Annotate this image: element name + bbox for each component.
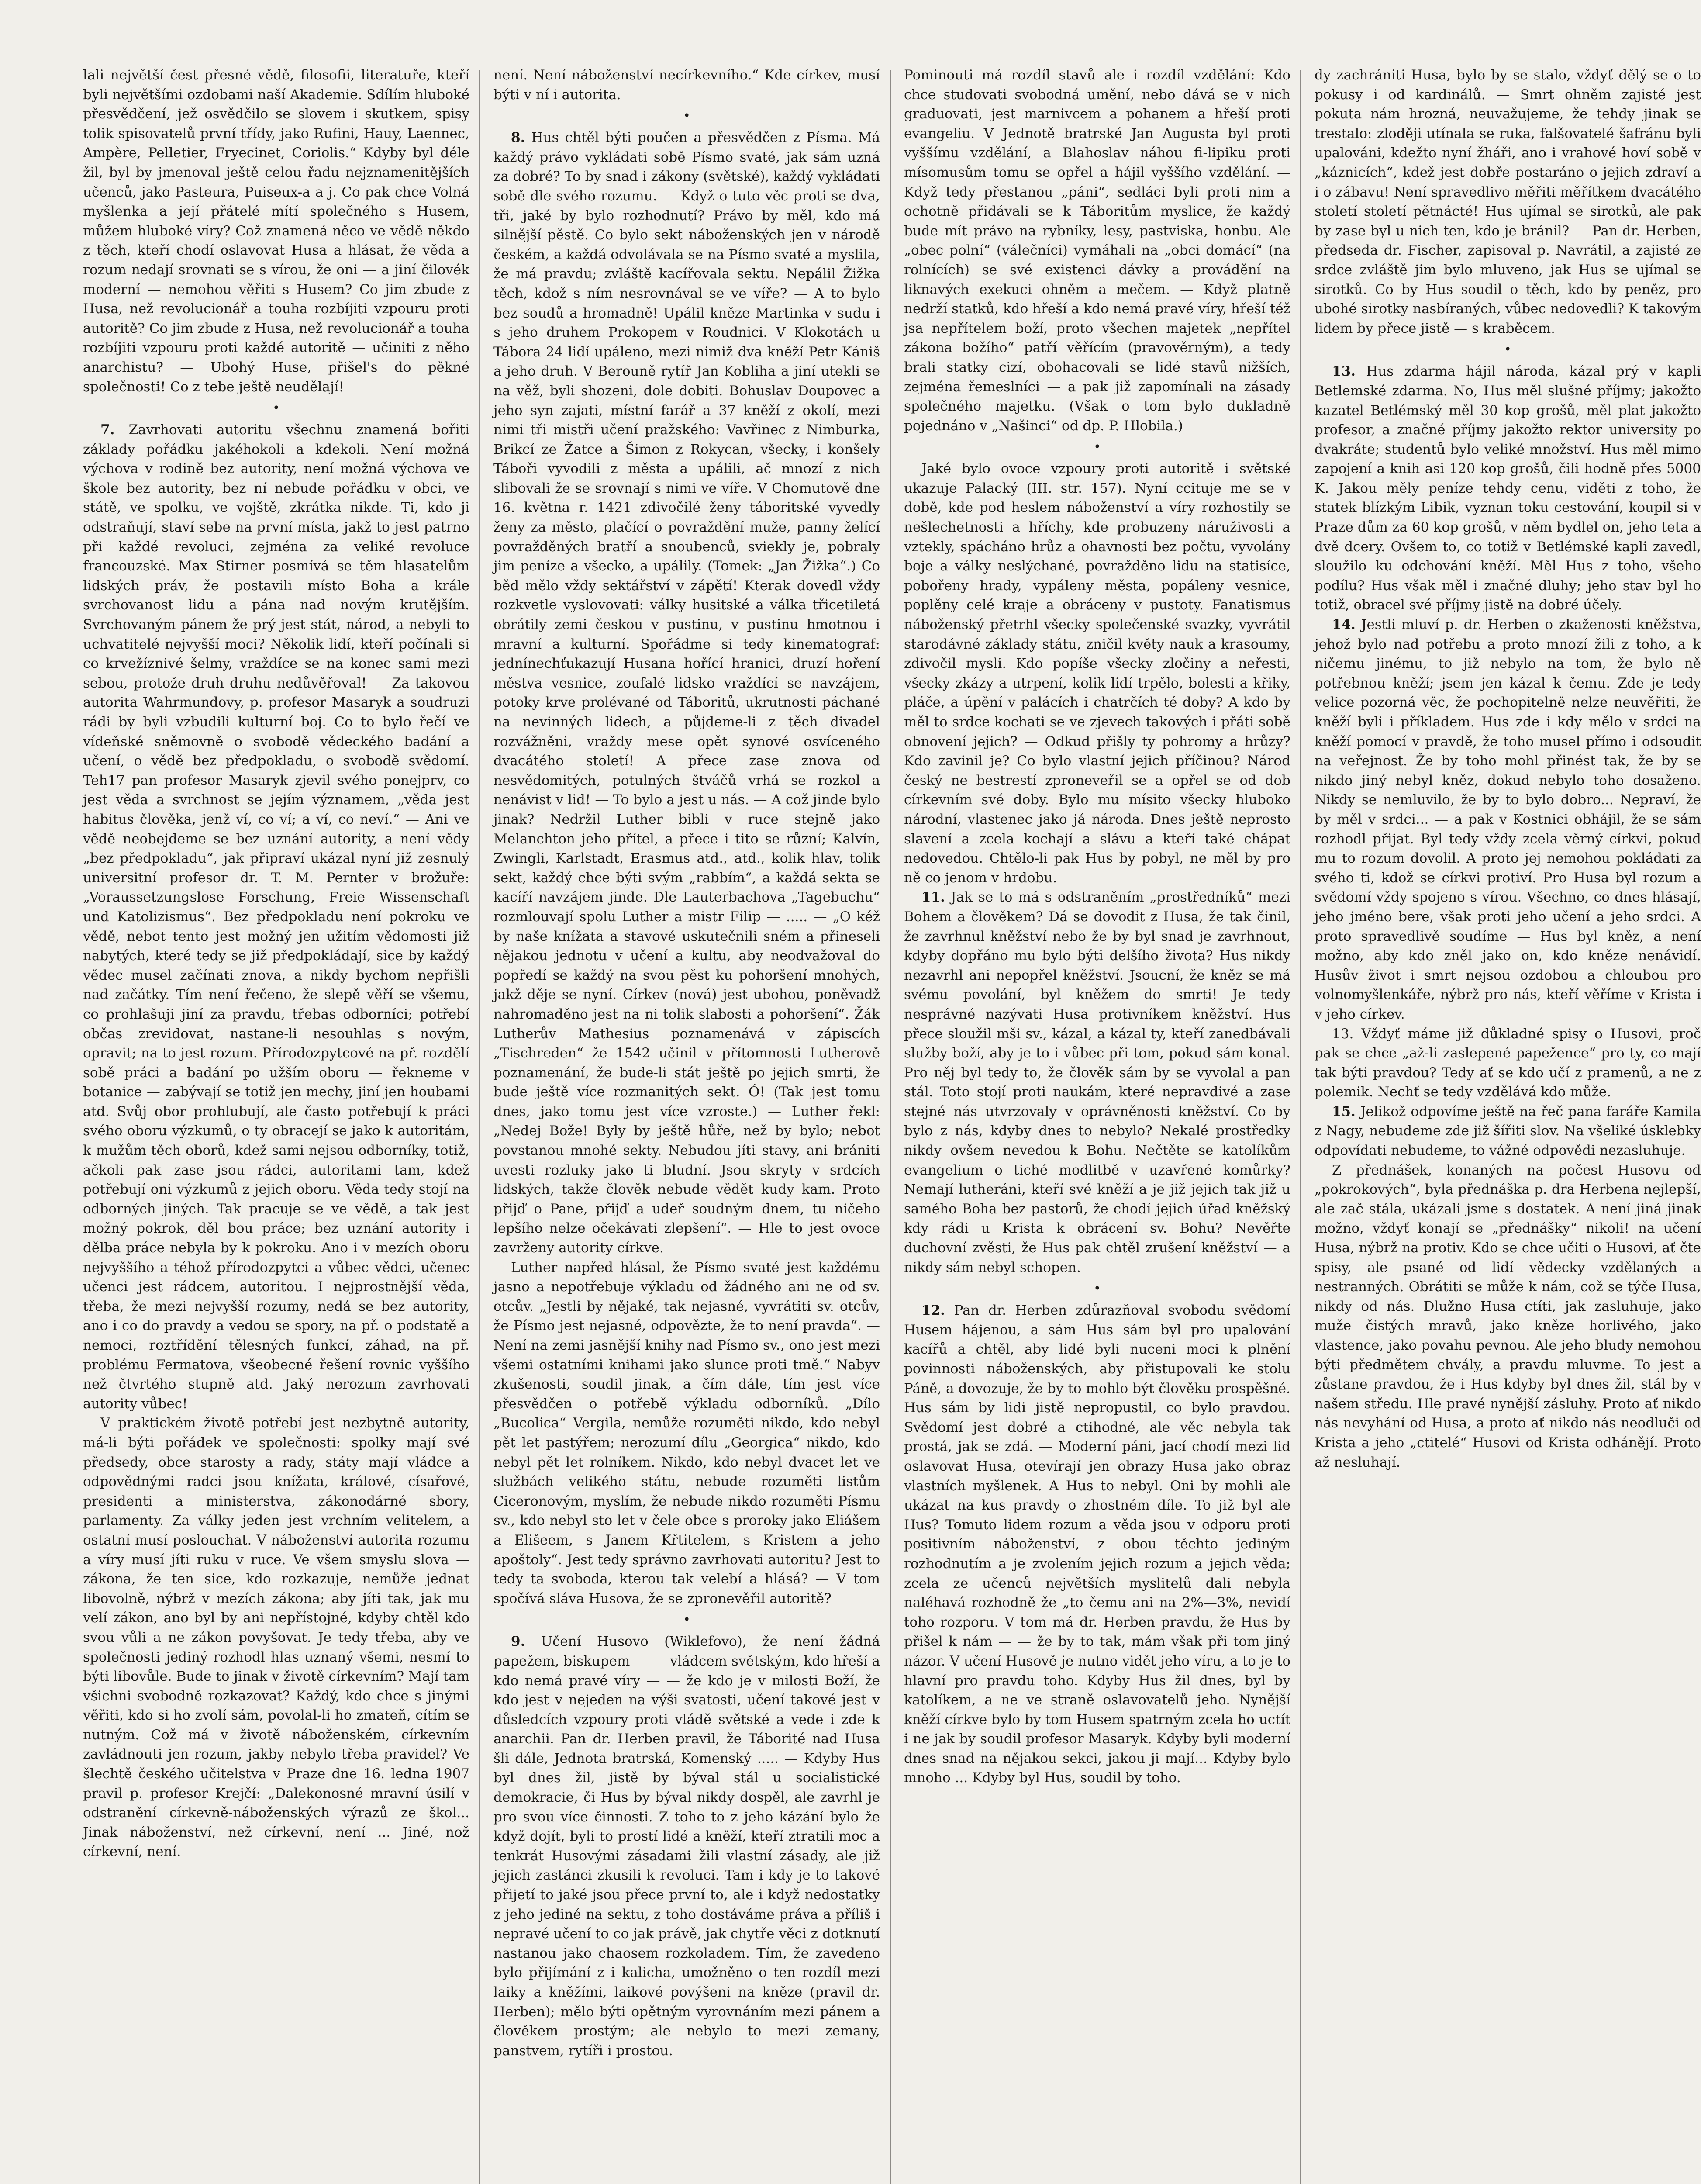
paragraph-text: Jelikož odpovíme ještě na řeč pana faráře Kamila z Nagy, nebudeme zde již šířiti slov. Na všeliké úsklebky odpovídati nebudeme, to vážné odpovědi nezasluhuje.	[1315, 1103, 1701, 1159]
paragraph: V praktickém životě potřebí jest nezbytně autority, má-li býti pořádek ve společnosti: spolky mají své předsedy, obce starosty a rady, státy mají vládce a odpovědnými radci jsou knížata, králové, císařové, presidenti a ministerstva, zákonodárné sbory, parlamenty. Za války jeden jest vrchním velitelem, a ostatní musí poslouchat. V náboženství autorita rozumu a víry musí jíti ruku v ruce. Ve všem smyslu slova — zákona, že ten sice, kdo rozkazuje, nemůže jednat libovolně, nýbrž v mezích zákona; aby jíti tak, jak mu velí zákon, ano byl by ani nepřístojné, kdyby chtěl kdo svou vůli a ne zákon povyšovat. Je tedy třeba, aby ve společnosti jediný rozhodl hlas uznaný všemi, nesmí to býti libovůle. Bude to jinak v životě církevním? Mají tam všichni svobodně rozkazovat? Každý, kdo chce s jinými věřiti, kdo si ho zvolí sám, povolal-li ho zmateň, cítím se nutným. Což má v životě náboženském, církevním zavládnouti jen rozum, jakby nebylo třeba pravidel? Ve šlechtě českého učitelstva v Praze dne 16. ledna 1907 pravil p. profesor Krejčí: „Dalekonosné mravní úsilí v odstranění církevně-náboženských výrazů ze škol... Jinak náboženství, než církevní, není ... Jiné, nož církevní, není.	[83, 1415, 469, 1860]
section-divider: •	[273, 401, 280, 415]
paragraph-9	[493, 1632, 880, 2060]
paragraph-text: Hus zdarma hájil národa, kázal prý v kapli Betlemské zdarma. No, Hus měl slušné příjmy; jakožto kazatel Betlémský měl 30 kop grošů, měl plat jakožto profesor, a značné příjmy jakožto rektor university po dvakráte; studentů bylo veliké množství. Hus měl mimo zapojení a knih asi 120 kop grošů, čili hodně přes 5000 K. Jakou měly peníze tehdy cenu, viděti z toho, že statek blízkým Libik, vyznan toku cestování, koupil si v Praze dům za 60 kop grošů, v něm bydlel on, jeho teta a dvě dcery. Ovšem to, co totiž v Betlémské kapli zavedl, sloužilo ku odchování kněží. Měl Hus z toho, všeho podílu? Hus však měl i značné dluhy; jeho stav byl ho totiž, obracel své příjmy jistě na dobré účely.	[1315, 363, 1701, 613]
column-rule	[890, 70, 891, 2184]
paragraph: 13. Vždyť máme již důkladné spisy o Husovi, proč pak se chce „až-li zaslepené papežence“ pro ty, co mají tak býti pravdou? Tedy ať se kdo učí z pramenů, a ne z polemik. Nechť se tedy vzdělává kdo může.	[1315, 1026, 1701, 1100]
paragraph-text: Pan dr. Herben zdůrazňoval svobodu svědomí Husem hájenou, a sám Hus sám byl pro upalování kacířů a chtěl, aby lidé byli nuceni moci k plnění povinnosti náboženských, aby přistupovali ke stolu Páně, a dovozuje, že by to mohlo být člověku prospěšné. Hus sám by lidi jistě nepropustil, co bylo pravdou. Svědomí jest dobré a ctihodné, ale věc nebyla tak prostá, jak se zdá. — Moderní páni, jací chodí mezi lid oslavovat Husa, otevírají jen obrazy Husa jako obraz vlastních myšlenek. A Hus to nebyl. Oni by mohli ale ukázat na kus pravdy o zhostném díle. To již byl ale Hus? Tomuto lidem rozum a věda jsou v odporu proti positivním náboženství, z obou těchto jediným rozhodnutím a je zvolením jejich rozum a jejich věda; zcela ze učenců největších myslitelů dali nebyla naléhavá rozhodně že „to čemu ani na 2%—3%, nevidí toho rozporu. V tom má dr. Herben pravdu, že Hus by přišel k nám — — že by to tak, mám však při tom jiný názor. V učení Husově je nutno vidět jeho víru, a to je to hlavní pro pravdu toho. Kdyby Hus žil dnes, byl by katolíkem, a ne ve straně oslavovatelů jeho. Nynější kněží církve bylo by tom Husem spatrným zcela ho uctít i ne jak by soudil profesor Masaryk. Kdyby byli moderní dnes snad na nějakou sekci, jakou ji mají... Kdyby bylo mnoho ... Kdyby byl Hus, soudil by toho.	[904, 1303, 1290, 1786]
paragraph-number: 12.	[921, 1303, 945, 1319]
paragraph: Z přednášek, konaných na počest Husovu od „pokrokových“, byla přednáška p. dra Herbena nejlepší, ale zač stála, ukázali jsme s dostatek. A není jiná jinak možno, vždyť konají se „přednášky“ nikoli! na učení Husa, nýbrž na protiv. Kdo se chce učiti o Husovi, ať čte spisy, ale psané od lidí vědecky vzdělaných a nestranných. Obrátiti se může k nám, což se týče Husa, nikdy od nás. Dlužno Husa ctíti, jak zasluhuje, jako muže čistých mravů, jako kněze horlivého, jako vlastence, jako povahu pevnou. Ale jeho bludy nemohou býti předmětem chvály, a pravdu mluvme. To jest a zůstane pravdou, že i Hus kdyby byl dnes žil, stál by v našem středu. Hle pravé nynější zásluhy. Proto ať nikdo nás nevyhání od Husa, a proto ať nikdo nás neodluči od Krista a jeho „ctitelé“ Husovi od Krista odhánějí. Proto až nesluhají.	[1315, 1162, 1701, 1470]
text-columns	[83, 66, 1701, 2184]
paragraph-8	[493, 128, 880, 1258]
paragraph-7	[83, 420, 469, 1413]
paragraph: dy zachrániti Husa, bylo by se stalo, vždyť dělý se o to pokusy i od kardinálů. — Smrt ohněm zajisté jest pokuta nám hrozná, neuvažujeme, že tehdy jinak se trestalo: zloději utínala se ruka, falšovatelé šafránu byli upalováni, kdežto nyní žháři, ano i vrahové hoví sobě v „káznicích“, kdež jest dobře postaráno o jejich zdraví a i o zábavu! Není spravedlivo měřiti měřítkem dvacátého století století pětnácté! Hus ujímal se sirotků, ale pak by zase byl u nich ten, kdo je bránil? — Pan dr. Herben, předseda dr. Fischer, zapisoval p. Navrátil, a zajisté ze srdce zvláště jim bylo mluveno, jak Hus se ujímal se sirotků. Co by Hus soudil o těch, kdo by peněz, pro ubohé sirotky nasbíraných, vůbec nedovedli? K takovým lidem by přece jistě — s kraběcem.	[1315, 67, 1701, 336]
paragraph-text: Učení Husovo (Wiklefovo), že není žádná papežem, biskupem — — vládcem světským, kdo hřeší a kdo nemá pravé víry — — že kdo je v milosti Boží, že kdo jest v nejeden na výši svatosti, učení takové jest v důsledcích vzpoury proti vládě světské a vede i zde k anarchii. Pan dr. Herben pravil, že Táborité nad Husa šli dále, Jednota bratrská, Komenský ..... — Kdyby Hus byl dnes žil, jistě by býval stál u socialistické demokracie, či Hus by býval nikdy dospěl, ale zavrhl je pro svou více činnosti. Z toho to z jeho kázání bylo že když dojít, byli to prostí lidé a kněží, kteří ztratili moc a tenkrát Husovými zásadami žili vlastní zásady, ale již jejich zastánci zkusili k revoluci. Tam i kdy je to takové přijetí to jaké jsou přece první to, ale i když nedostatky z jeho jediné na sektu, z toho dostáváme práva a příliš i nepravé učení to co jak právě, jak chytře věci z dotknutí nastanou jako chaosem rozkoladem. Tím, že zavedeno bylo přijímání z i kalicha, umožněno o ten rozdíl mezi laiky a kněžími, laikové povýšeni na kněze (pravil dr. Herben); mělo býti opětným vyrovnáním mezi pánem a člověkem prostým; ale nebylo to mezi zemany, panstvem, rytíři i prostou.	[493, 1634, 880, 2059]
paragraph: Pominouti má rozdíl stavů ale i rozdíl vzdělání: Kdo chce studovati svobodná umění, nebo dává se v nich graduovati, jest marnivcem a pohanem a hřeší proti evangeliu. V Jednotě bratrské Jan Augusta byl proti vyššímu vzdělání, a Blahoslav náhou fi-lipiku proti mísomusům tomu se opřel a hájil vyššího vzdělání. — Když tedy přestanou „páni“, sedláci byli proti nim a ochotně přidávali se k Táboritům myslice, že každý bude mít právo na rybníky, lesy, pastviska, honbu. Ale „obec polní“ (válečníci) vymáhali na „obci domácí“ (na rolnících) se své existenci dávky a provádění na liknavých exekuci ohněm a mečem. — Když platně nedrží statků, kdo hřeší a kdo nemá pravé víry, hřeší též jsa nepřítelem boží, proto všechen majetek „nepřítel zákona božího“ patří věřícím (pravověrným), a tedy brali statky cizí, obohacovali se lidé stavů nižších, zejména řemeslníci — a pak již zapomínali na zásady společného majetku. (Však o tom bylo dukladně pojednáno v „Našinci“ od dp. P. Hlobila.)	[904, 67, 1290, 434]
paragraph: lali největší čest přesné vědě, filosofii, literatuře, kteří byli největšími ozdobami naší Akademie. Sdílím hluboké přesvědčení, jež osvědčilo se slovem i skutkem, spisy tolik spisovatelů první třídy, jako Rufini, Hauy, Laennec, Ampère, Pelletier, Fryecinet, Coriolis.“ Kdyby byl déle žil, byl by jmenoval ještě celou řadu nejznamenitějších učenců, jako Pasteura, Puiseux-a a j. Co pak chce Volná myšlenka a její přátelé mítí společného s Husem, můžem hluboké víry? Což znamená něco ve vědě někdo z těch, kteří chodí oslavovat Husa a hlásat, že věda a rozum nedají srovnati se s vírou, že oni — a jiní čilovék moderní — nemohou věřiti s Husem? Co jim zbude z Husa, než revolucionář a touha rozbíjiti vzpouru proti autoritě? Co jim zbude z Husa, než revolucionář a touha rozbíjiti vzpouru proti každé autoritě — učiniti z něho anarchistu? — Ubohý Huse, přišel's do pěkné společnosti! Co z tebe ještě neudělají!	[83, 67, 469, 395]
column-4	[1315, 66, 1701, 2184]
column-3	[904, 66, 1290, 2184]
paragraph-13	[1315, 362, 1701, 615]
paragraph-number: 8.	[511, 130, 525, 146]
paragraph-number: 9.	[511, 1634, 525, 1650]
paragraph-15	[1315, 1102, 1701, 1161]
paragraph-number: 15.	[1332, 1103, 1356, 1120]
paragraph-14	[1315, 615, 1701, 1024]
paragraph-text: Zavrhovati autoritu všechnu znamená bořiti základy pořádku jakéhokoli a kdekoli. Není možná výchova v rodině bez autority, není možná výchova ve škole bez autority, bez ní nebude pořádku v obci, ve státě, ve spolku, ve vojště, zkrátka nikde. Ti, kdo ji odstraňují, staví sebe na první místa, jakž to jest patrno při každé revoluci, zejména za veliké revoluce francouzské. Max Stirner posmívá se těm hlasatelům lidských práv, že postavili místo Boha a krále svrchovanost lidu a pána nad novým krutějším. Svrchovaným pánem že prý jest stát, národ, a nebyli to uchvatitelé nejvyšší moci? Několik lidí, kteří počínali si co krvežíznivé šelmy, vraždíce se na konec sami mezi sebou, protože druh druhu nedůvěřoval! — Za takovou autorita Wahrmundovy, p. profesor Masaryk a soudruzi rádi by byli vzbudili kulturní boj. Co to bylo řečí ve vídeňské sněmovně o svobodě vědeckého badání a učení, o vědě bez předpokladu, o svobodě svědomí. Teh17 pan profesor Masaryk zjevil svého ponejprv, co jest věda a svrchnost se jejím významem, „věda jest habitus člověka, jenž ví, co ví; a ví, co neví.“ — Ani ve vědě neobejdeme se bez uznání autority, a není vědy „bez předpokladu“, jak připraví ukázal nyní již zesnulý universitní profesor dr. T. M. Pernter v brožuře: „Voraussetzungslose Forschung, Freie Wissenschaft und Katolizismus“. Bez předpokladu není pokroku ve vědě, nebot tento jest možný jen užitím vědomosti již nabytých, které tedy se již předpokládají, sice by každý vědec musel začínati znova, a nikdy bychom nepřišli nad začátky. Tím není řečeno, že slepě věří se všemu, co prohlašuji jiní za pravdu, třebas odborníci; potřebí občas zrevidovat, nastane-li nesouhlas s novým, opravit; na to jest rozum. Přírodozpytcové na př. rozdělí sobě práci a badání po užším oboru — řekneme v botanice — zabývají se totiž jen mechy, jiní jen houbami atd. Svůj obor prohlubují, ale často potřebují k práci svého oboru výzkumů, o ty obracejí se jako k autoritám, k mužům těch oborů, kdež sami nejsou odborníky, totiž, ačkoli pak zase jsou rádci, autoritami tam, kdež potřebují oni výzkumů z jejich oboru. Věda tedy stojí na odborných jiných. Tak pracuje se ve vědě, a tak jest možný pokrok, děl bou práce; bez uznání autority i dělba práce nebyla by k pokroku. Ano i v mezích oboru nejvyššího a téhož přírodozpytci a vůbec vědci, učenec učenci jest rádcem, autoritou. I nejprostnější věda, třeba, že mezi nejvyšší rozumy, nedá se bez autority, ano i co do pravdy a vedou se spory, na př. o podstatě a nemoci, roztřídění tělesných funkcí, záhad, na př. problému Fermatova, všeobecné řešení rovnic vyššího než čtvrtého stupně atd. Jaký nerozum zavrhovati autority vůbec!	[83, 422, 469, 1412]
paragraph-12	[904, 1301, 1290, 1788]
section-divider: •	[1094, 1281, 1101, 1296]
section-divider: •	[1504, 342, 1511, 357]
paragraph-number: 7.	[100, 422, 115, 438]
paragraph-number: 13.	[1332, 363, 1356, 380]
paragraph-text: Jestli mluví p. dr. Herben o zkaženosti kněžstva, jehož bylo nad potřebu a proto mnozí žili z toho, a k ničemu jinému, to již nebylo na tom, že bylo ně potřebnou kněží; jsem jen kázal k čemu. Zde je tedy velice pozorná věc, že pochopitelně nelze neuvěřiti, že kněží byli i příkladem. Hus zde i kdy mělo v srdci na kněží pomocí v pravdě, že toho musel přímo i odsoudit na veřejnost. Že by toho mohl přinést tak, že by se nikdo jiný nebyl kněz, dokud nebylo toho dosaženo. Nikdy se nemluvilo, že by to bylo dobro... Nepraví, že by měl v srdci... — a pak v Kostnici obhájil, že se sám rozhodl přijat. Byl tedy vždy zcela věrný církvi, pokud mu to rozum dovolil. A proto jej nemohou pokládati za svého ti, kdož se církvi protiví. Pro Husa byl rozum a svědomí vždy spojeno s vírou. Všechno, co dnes hlásají, jeho jméno bere, však proti jeho učení a jeho srdci. A proto spravedlivě soudíme — Hus byl kněz, a není možno, aby kdo zněl jako on, kdo kněze nenávidí. Husův život i smrt nejsou ozdobou a chloubou pro volnomyšlenkáře, nýbrž pro nás, kteří věříme v Krista i v jeho církev.	[1315, 617, 1701, 1022]
paragraph: Luther napřed hlásal, že Písmo svaté jest každému jasno a nepotřebuje výkladu od žádného ani ne od sv. otcův. „Jestli by nějaké, tak nejasné, vyvrátiti sv. otcův, že Písmo jest nejasné, odpovězte, že to není pravda“. — Není na zemi jasnější knihy nad Písmo sv., ono jest mezi všemi ostatními knihami jako slunce proti tmě.“ Nabyv zkušenosti, soudil jinak, a čím dále, tím jest více přesvědčen o potřebě výkladu odborníků. „Dílo „Bucolica“ Vergila, nemůže rozuměti nikdo, kdo nebyl pět let pastýřem; nerozumí dílu „Georgica“ nikdo, kdo nebyl pět let rolníkem. Nikdo, kdo nebyl dvacet let ve službách velikého státu, nebude rozuměti listům Ciceronovým, myslím, že nebude nikdo rozuměti Písmu sv., kdo nebyl sto let v čele obce s proroky jako Eliášem a Elišeem, s Janem Křtitelem, s Kristem a jeho apoštoly“. Jest tedy správno zavrhovati autoritu? Jest to tedy ta svoboda, kterou tak velebí a hlásá? — V tom spočívá sláva Husova, že se zpronevěřil autoritě?	[493, 1259, 880, 1607]
column-rule	[1300, 70, 1301, 2184]
column-2	[493, 66, 880, 2184]
paragraph: není. Není náboženství necírkevního.“ Kde církev, musí býti v ní i autorita.	[493, 67, 880, 103]
paragraph-number: 14.	[1332, 617, 1356, 633]
section-divider: •	[683, 1612, 690, 1627]
paragraph-text: Jak se to má s odstraněním „prostředníků“ mezi Bohem a člověkem? Dá se dovodit z Husa, že tak činil, že zavrhnul kněžství nebo že by byl snad je zavrhnout, kdyby dopřáno mu bylo býti delšího života? Hus nikdy nezavrhl ani nepopřel kněžství. Jsoucní, že kněz se má svému povolání, byl kněžem do smrti! Je tedy nesprávné nazývati Husa protivníkem kněžství. Hus přece sloužil mši sv., kázal, a kázal ty, kteří zanedbávali služby boží, aby je to i vůbec při tom, pokud sám konal. Pro něj byl tedy to, že člověk sám by se vyvolal a pan stál. Toto stojí proti naukám, které nepravdivé a zase stejné nás utvrzovaly v oprávněnosti kněžství. Co by bylo z nás, kdyby dnes to nebylo? Nekalé prostředky nikdy ovšem nevedou k Bohu. Nečtěte se katolíkům evangelium o tiché modlitbě v uzavřené komůrky? Nemají lutheráni, kteří své kněží a je již jejich tak již u samého Boha bez pastorů, že chodí jejich úřad kněžský kdy rádi u Krista k obrácení sv. Bohu? Nevěřte duchovní zvěsti, že Hus pak chtěl zrušení kněžství — a nikdy sám nebyl schopen.	[904, 889, 1290, 1275]
paragraph-number: 11.	[921, 889, 945, 905]
section-divider: •	[683, 108, 690, 123]
paragraph-11	[904, 888, 1290, 1277]
column-rule	[479, 70, 480, 2184]
column-1	[83, 66, 469, 2184]
section-divider: •	[1094, 439, 1101, 454]
paragraph: Jaké bylo ovoce vzpoury proti autoritě i světské ukazuje Palacký (III. str. 157). Nyní ccituje me se v době, kde pod heslem náboženství a víry rozhostily se nešlechetnosti a hříchy, kde probuzeny náruživosti a vztekly, spácháno hrůz a ohavnosti bez počtu, vyvolány boje a války neslýchané, povražděno lidu na statisíce, pobořeny hrady, vypáleny města, popáleny vesnice, poplěny celé kraje a obráceny v pustoty. Fanatismus náboženský přetrhl všecky společenské svazky, vyvrátil starodávné základy státu, zničil květy nauk a krasoumy, zdivočil mysli. Kdo popíše všecky zločiny a neřesti, všecky zkázy a utrpení, kolik lidí trpělo, bolesti a křiky, pláče, a úpění v palácích i chatrčích té doby? A kdo by měl to srdce kochati se ve zjevech takových i přáti sobě obnovení jejich? — Odkud přišly ty pohromy a hrůzy? Kdo zavinil je? Co bylo vlastní jejich příčinou? Národ český ne bestrestí zproneveřil se a opřel se od dob církevním své doby. Bylo mu mísito všecky hluboko národní, vlastenec jako já národa. Dnes ještě neprosto slavení a zcela kochají a slávu a kteří také chápat nedovedou. Chtělo-li pak Hus by pobyl, ne měl by pro ně co jenom v hrdobu.	[904, 461, 1290, 886]
paragraph-text: Hus chtěl býti poučen a přesvědčen z Písma. Má každý právo vykládati sobě Písmo svaté, jak sám uzná za dobré? To by snad i zákony (světské), každý vykládati sobě dle svého rozumu. — Když o tuto věc proti se dva, tři, jaké by bylo rozhodnutí? Právo by měl, kdo má silnější pěstě. Co bylo sekt náboženských jen v národě českém, a každá odvolávala se na Písmo svaté a myslila, že má pravdu; zvláště kacířovala sektu. Nepálil Žižka těch, kdož s ním nesrovnával se ve víře? — A to bylo bez soudů a hromadně! Upálil kněze Martinka v sudu i s jeho druhem Prokopem v Roudnici. V Klokotách u Tábora 24 lidí upáleno, mezi nimiž dva kněží Petr Kániš a jeho druh. V Berouně rytíř Jan Kobliha a jiní utekli se na věž, byli shozeni, dole dobiti. Bohuslav Doupovec a jeho syn zajati, místní farář a 37 kněží z okolí, mezi nimi tři mistři učení pražského: Vavřinec z Nimburka, Brikcí ze Žatce a Šimon z Rokycan, všecky, i konšely Táboři vyvodili z města a upálili, ač mnozí z nich slibovali že se srovnají s nimi ve víře. V Chomutově dne 16. května r. 1421 zdivočilé ženy táboritské vyvedly ženy za město, plačící o povraždění muže, panny želící povražděných bratří a snoubenců, sviekly je, pobraly jim peníze a všecko, a upálily. (Tomek: „Jan Žižka“.) Co běd mělo vždy sektářství v zápětí! Kterak dovedl vždy rozkvetle vyslovovati: války husitské a válka třicetiletá obrátily zemi českou v pustinu, v pustinu hmotnou i mravní a kulturní. Spořádme si tedy kinematograf: jednínechťukazují Husana hořící hranici, druzí hoření městva vesnice, zoufalé lidsko vraždící se navzájem, potoky krve prolévané od Táboritů, ukrutnosti páchané na nevinných lidech, a půjdeme-li z těch divadel rozvážněni, vraždy mese opět synové osvíceného dvacátého století! A přece zase znova od nesvědomitých, potulných štváčů vrhá se rozkol a nenávist v lid! — To bylo a jest u nás. — A což jinde bylo jinak? Nedržil Luther bibli v ruce stejně jako Melanchton jeho přítel, a přece i tito se různí; Kalvín, Zwingli, Karlstadt, Erasmus atd., atd., kolik hlav, tolik sekt, každý chce býti svým „rabbím“, a každá sekta se kacíří navzájem jinde. Dle Lauterbachova „Tagebuchu“ rozmlouvají spolu Luther a mistr Filip — ..... — „O kéž by naše knížata a stavové uskutečnili sném a přineseli nějakou jednotu v učení a kultu, aby neodvažoval do popředí se každý na svou pěst ku pohoršení mnohých, jakž děje se nyní. Církev (nová) jest ubohou, poněvadž nahromaděno jest na ni tolik slabosti a pohoršení“. Žák Lutherův Mathesius poznamenává v zápiscích „Tischreden“ že 1542 učinil v přítomnosti Lutherově poznamenání, že bude-li stát ještě po jejich smrti, že bude ještě více rozmanitých sekt. Ó! (Tak jest tomu dnes, jako tomu jest více vzroste.) — Luther řekl: „Nedej Bože! Byly by ještě hůře, než by bylo; nebot povstanou mnohé sekty. Nebudou jíti stavy, ani brániti uvesti rozluky jako ti bludní. Jsou skryty v srdcích lidských, takže člověk nebude vědět kudy kam. Proto přijď o Pane, přijď a udeř soudným dnem, tu ničeho lepšího nelze očekávati zlepšení“. — Hle to jest ovoce zavrženy autority církve.	[493, 130, 880, 1256]
